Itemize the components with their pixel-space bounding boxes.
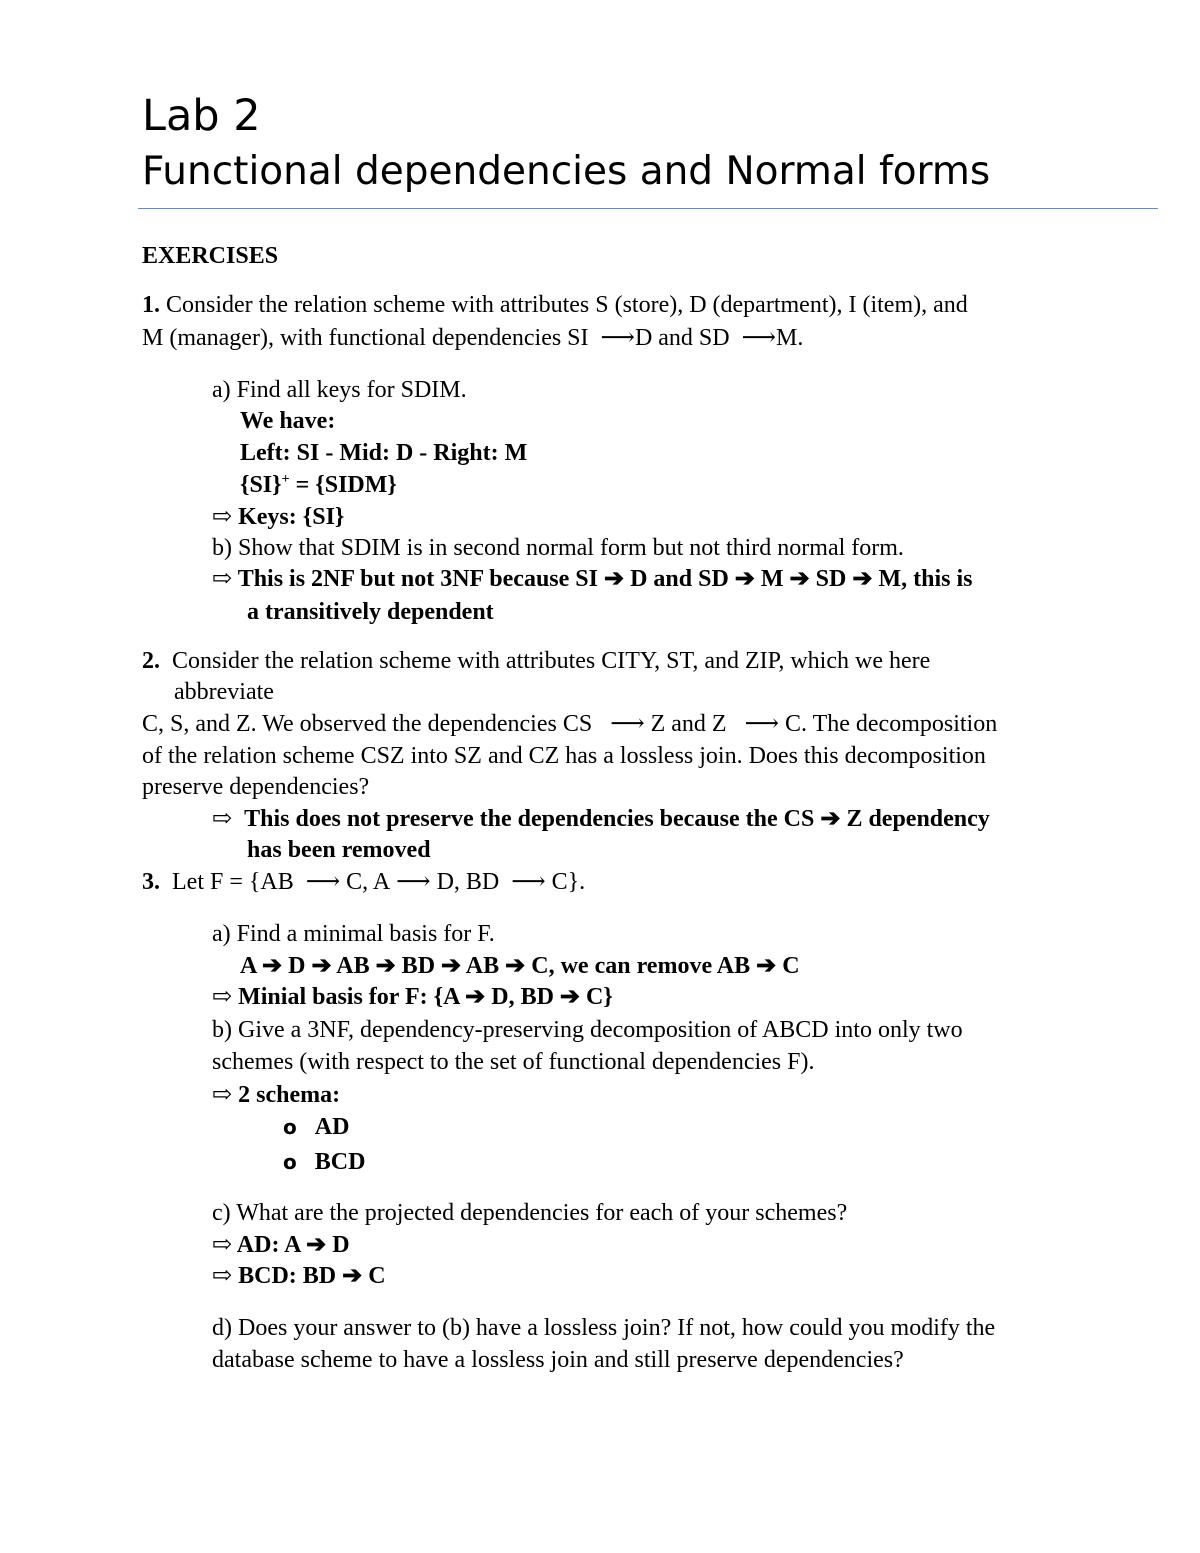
q3d-question-2: database scheme to have a lossless join and still preserve dependencies? [212, 1347, 904, 1373]
implies-arrow-icon: ⇨ [212, 504, 233, 530]
q1a-closure-value: = {SIDM} [289, 472, 397, 498]
q1b-question: b) Show that SDIM is in second normal form but not third normal form. [212, 535, 904, 561]
q1-text-1: Consider the relation scheme with attributes S (store), D (department), I (item), and [166, 292, 968, 318]
page-title: Lab 2 [142, 91, 261, 141]
q3-text-1a: Let F = {AB [172, 869, 294, 895]
exercises-heading: EXERCISES [142, 243, 279, 269]
q3c-answer-2 [212, 1260, 386, 1292]
q1b-answer-2: a transitively dependent [247, 599, 494, 625]
q3c-answer-1 [212, 1229, 350, 1261]
q2-line-3 [142, 708, 997, 740]
q1-line-1 [142, 289, 968, 321]
arrow-icon: ⟶ [610, 711, 645, 737]
q1a-question: a) Find all keys for SDIM. [212, 377, 467, 403]
q1a-keys-text: Keys: {SI} [238, 504, 345, 530]
title-divider [138, 208, 1158, 209]
q1a-answer-3 [240, 469, 397, 501]
q1a-closure: {SI} [240, 472, 282, 498]
q1-text-2a: M (manager), with functional dependencies SI [142, 325, 589, 351]
q3-text-1c: D, BD [436, 869, 500, 895]
q3c-answer-text-2: BCD: BD ➔ C [238, 1263, 386, 1289]
implies-arrow-icon: ⇨ [212, 566, 233, 592]
q3b-answer-text: 2 schema: [238, 1082, 341, 1108]
q1-text-2b: D and SD [634, 325, 730, 351]
title-block [142, 88, 990, 200]
list-item [283, 1111, 349, 1143]
q1a-answer-2: Left: SI - Mid: D - Right: M [240, 440, 528, 466]
q2-answer-text-1: This does not preserve the dependencies because the CS ➔ Z dependency [244, 806, 990, 832]
q2-number: 2. [142, 648, 160, 674]
q3-number: 3. [142, 869, 160, 895]
q1-line-2 [142, 322, 803, 354]
q2-answer-2: has been removed [247, 837, 431, 863]
q1-number: 1. [142, 292, 160, 318]
q3d-question-1: d) Does your answer to (b) have a lossless join? If not, how could you modify the [212, 1315, 996, 1341]
arrow-icon: ⟶ [741, 325, 777, 351]
q2-line-4: of the relation scheme CSZ into SZ and CZ has a lossless join. Does this decomposition [142, 743, 986, 769]
q3a-answer-2 [212, 981, 613, 1013]
bullet-icon: o [283, 1115, 297, 1139]
q2-answer-1 [212, 803, 990, 835]
q1a-closure-sup: + [281, 472, 290, 487]
q3c-answer-text-1: AD: A ➔ D [236, 1232, 350, 1258]
q1-text-2c: M. [776, 325, 804, 351]
q3a-answer-1: A ➔ D ➔ AB ➔ BD ➔ AB ➔ C, we can remove AB ➔ C [240, 953, 800, 979]
arrow-icon: ⟶ [305, 869, 341, 895]
q3-text-1d: C}. [551, 869, 586, 895]
q3a-answer-text-2: Minial basis for F: {A ➔ D, BD ➔ C} [238, 984, 613, 1010]
q2-text-3a: C, S, and Z. We observed the dependencies CS [142, 711, 593, 737]
q2-line-5: preserve dependencies? [142, 774, 370, 800]
q2-text-3c: C. The decomposition [785, 711, 998, 737]
implies-arrow-icon: ⇨ [212, 1263, 233, 1289]
arrow-icon: ⟶ [396, 869, 431, 895]
q2-line-2: abbreviate [174, 679, 274, 705]
q1a-keys [212, 501, 344, 533]
q3b-answer [212, 1079, 340, 1111]
q3b-question-2: schemes (with respect to the set of functional dependencies F). [212, 1049, 815, 1075]
q1a-answer-1: We have: [240, 408, 336, 434]
arrow-icon: ⟶ [600, 325, 635, 351]
implies-arrow-icon: ⇨ [212, 984, 233, 1010]
q1b-answer-text-1: This is 2NF but not 3NF because SI ➔ D and SD ➔ M ➔ SD ➔ M, this is [237, 566, 973, 592]
q3-line-1 [142, 866, 585, 898]
implies-arrow-icon: ⇨ [212, 1232, 233, 1258]
q3b-question-1: b) Give a 3NF, dependency-preserving decomposition of ABCD into only two [212, 1017, 963, 1043]
arrow-icon: ⟶ [744, 711, 779, 737]
q1b-answer-1 [212, 563, 972, 595]
bullet-icon: o [283, 1150, 297, 1174]
implies-arrow-icon: ⇨ [212, 806, 233, 832]
schema-ad: AD [314, 1114, 350, 1140]
schema-bcd: BCD [314, 1149, 366, 1175]
page-subtitle: Functional dependencies and Normal forms [142, 149, 991, 194]
list-item [283, 1146, 365, 1178]
q3-text-1b: C, A [346, 869, 391, 895]
implies-arrow-icon: ⇨ [212, 1082, 233, 1108]
q2-text-1: Consider the relation scheme with attributes CITY, ST, and ZIP, which we here [172, 648, 931, 674]
arrow-icon: ⟶ [511, 869, 546, 895]
q3c-question: c) What are the projected dependencies for each of your schemes? [212, 1200, 848, 1226]
q2-line-1 [142, 645, 930, 677]
q3a-question: a) Find a minimal basis for F. [212, 921, 495, 947]
q2-text-3b: Z and Z [650, 711, 727, 737]
